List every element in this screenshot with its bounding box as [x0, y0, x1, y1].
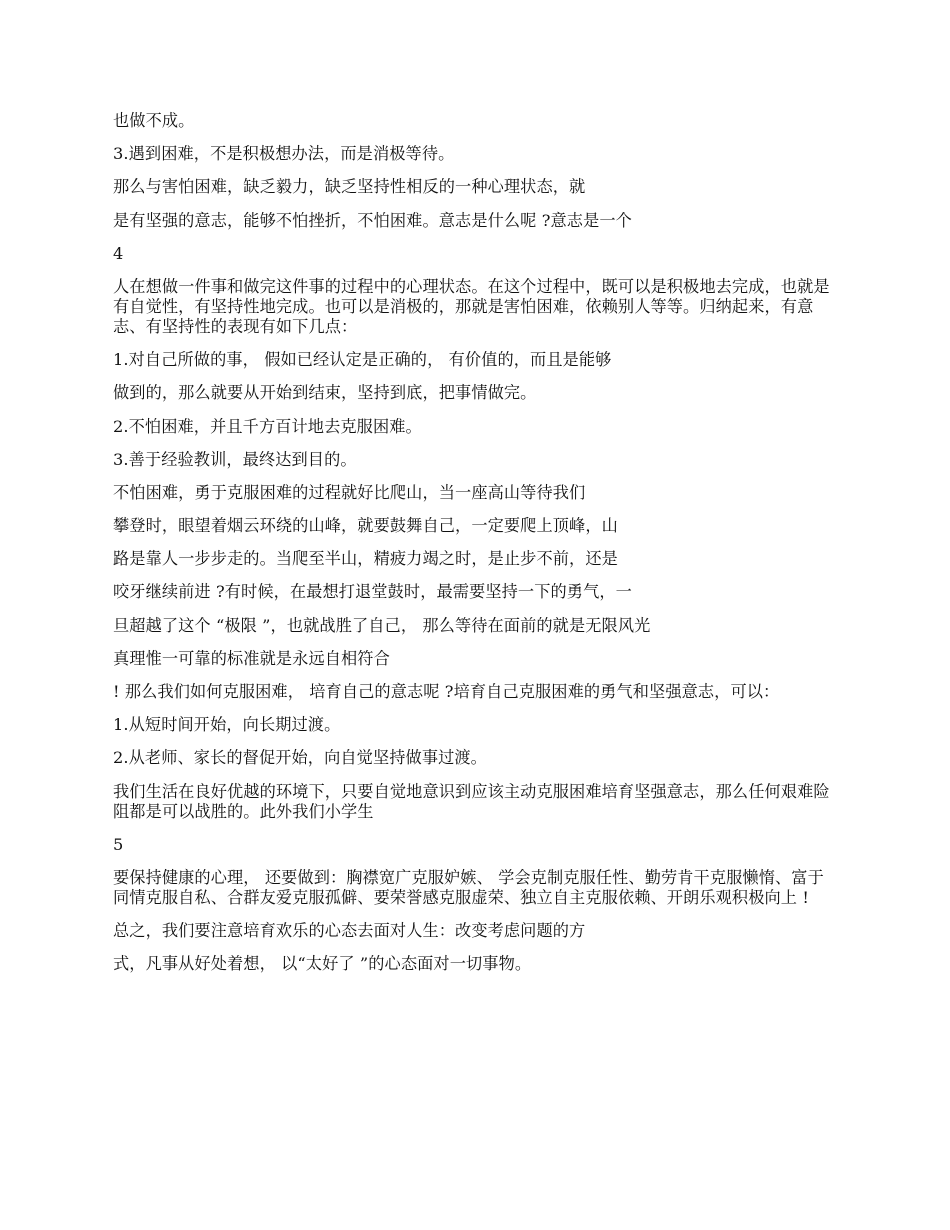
paragraph: 旦超越了这个 “极限 ”，也就战胜了自己， 那么等待在面前的就是无限风光: [113, 615, 651, 635]
paragraph: 要保持健康的心理， 还要做到：胸襟宽广克服妒嫉、 学会克制克服任性、勤劳肯干克服懒惰、富于同情克服自私、合群友爱克服孤僻、要荣誉感克服虚荣、独立自主克服依赖、开朗乐观积极向上 !: [113, 867, 824, 907]
document-body: [113, 111, 838, 988]
paragraph: 2.不怕困难，并且千方百计地去克服困难。: [113, 416, 422, 436]
paragraph: 1.对自己所做的事， 假如已经认定是正确的， 有价值的，而且是能够: [113, 350, 612, 370]
paragraph: 是有坚强的意志，能够不怕挫折，不怕困难。意志是什么呢 ?意志是一个: [113, 210, 632, 230]
paragraph: 攀登时，眼望着烟云环绕的山峰，就要鼓舞自己，一定要爬上顶峰，山: [113, 516, 618, 536]
paragraph: 我们生活在良好优越的环境下，只要自觉地意识到应该主动克服困难培育坚强意志，那么任何艰难险阻都是可以战胜的。此外我们小学生: [113, 781, 830, 821]
paragraph: ! 那么我们如何克服困难， 培育自己的意志呢 ?培育自己克服困难的勇气和坚强意志，可以：: [113, 682, 780, 701]
paragraph: 真理惟一可靠的标准就是永远自相符合: [113, 648, 390, 668]
paragraph: 那么与害怕困难，缺乏毅力，缺乏坚持性相反的一种心理状态，就: [113, 177, 586, 197]
page-number: 5: [113, 834, 124, 854]
paragraph: 3.善于经验教训，最终达到目的。: [113, 449, 357, 469]
paragraph: 路是靠人一步步走的。当爬至半山，精疲力竭之时，是止步不前，还是: [113, 549, 618, 569]
paragraph: 总之，我们要注意培育欢乐的心态去面对人生：改变考虑问题的方: [113, 921, 586, 941]
paragraph: 咬牙继续前进 ?有时候，在最想打退堂鼓时，最需要坚持一下的勇气，一: [113, 582, 632, 602]
paragraph: 2.从老师、家长的督促开始，向自觉坚持做事过渡。: [113, 748, 487, 768]
page-number: 4: [113, 243, 124, 263]
paragraph: 3.遇到困难，不是积极想办法，而是消极等待。: [113, 144, 455, 164]
paragraph: 不怕困难，勇于克服困难的过程就好比爬山，当一座高山等待我们: [113, 482, 586, 502]
paragraph: 也做不成。: [113, 111, 195, 130]
paragraph: 人在想做一件事和做完这件事的过程中的心理状态。在这个过程中，既可以是积极地去完成，也就是有自觉性，有坚持性地完成。也可以是消极的，那就是害怕困难，依赖别人等等。归纳起来，有意志、有坚持性的表现有如下几点：: [113, 276, 830, 336]
paragraph: 1.从短时间开始，向长期过渡。: [113, 715, 341, 735]
paragraph: 做到的，那么就要从开始到结束，坚持到底，把事情做完。: [113, 383, 537, 403]
paragraph: 式，凡事从好处着想， 以“太好了 ”的心态面对一切事物。: [113, 954, 532, 974]
